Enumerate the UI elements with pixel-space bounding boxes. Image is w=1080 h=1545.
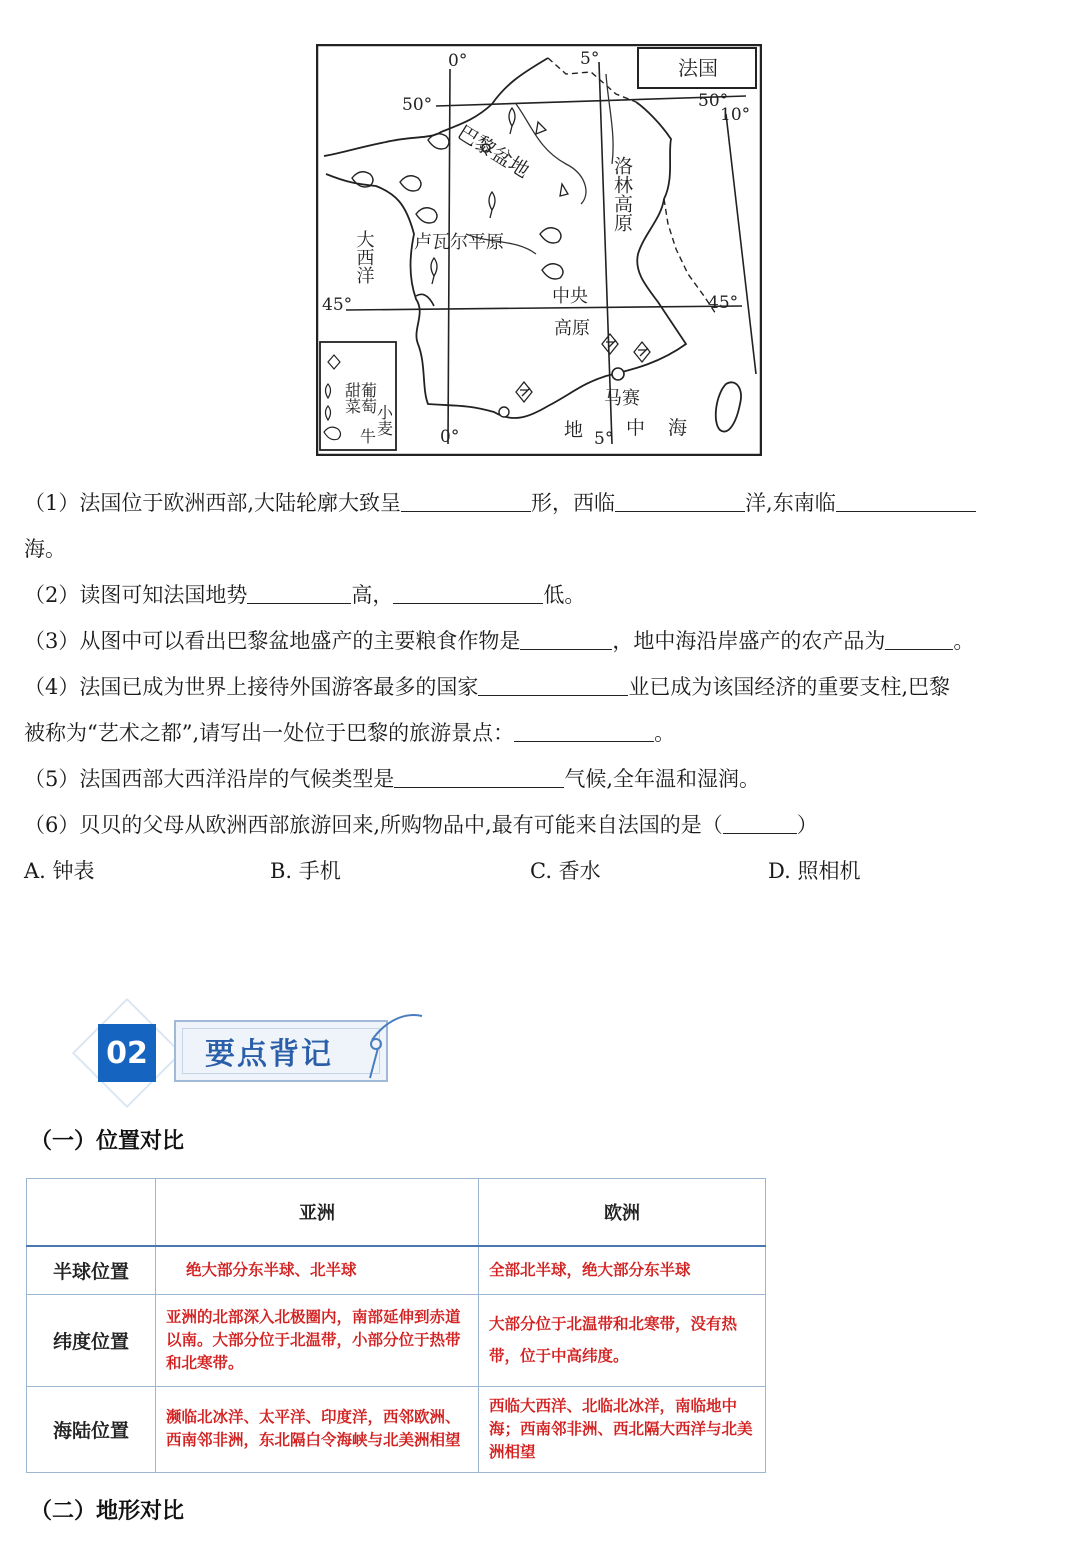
row-label-hemisphere: 半球位置	[27, 1246, 156, 1294]
table-corner-cell	[27, 1179, 156, 1247]
table-header-row	[27, 1179, 766, 1247]
section-badge	[86, 1010, 426, 1100]
label-massif-central-1: 中央	[552, 286, 588, 307]
answer-blank-5[interactable]	[394, 765, 564, 788]
cell-europe-latitude: 大部分位于北温带和北寒带，没有热带，位于中高纬度。	[479, 1294, 766, 1386]
cell-asia-sea-land: 濒临北冰洋、太平洋、印度洋，西邻欧洲、西南邻非洲，东北隔白令海峡与北美洲相望	[156, 1386, 479, 1472]
decor-swirl-icon	[366, 1010, 426, 1080]
label-lat-45-left: 45°	[322, 295, 353, 315]
label-med-2: 中	[626, 417, 646, 439]
heading-terrain-comparison: （二）地形对比	[30, 1499, 185, 1524]
france-map	[316, 44, 762, 456]
row-label-sea-land: 海陆位置	[27, 1386, 156, 1472]
label-lon-5-top: 5°	[580, 49, 600, 69]
table-row	[27, 1246, 766, 1294]
label-paris-basin: 巴黎盆地	[453, 119, 534, 183]
legend-cattle: 牛	[360, 427, 377, 446]
question-6: （6）贝贝的父母从欧洲西部旅游回来,所购物品中,最有可能来自法国的是（ ）	[24, 813, 818, 837]
label-lorraine: 洛林高原	[611, 156, 633, 232]
label-lat-45-right: 45°	[708, 293, 739, 313]
cell-asia-hemisphere: 绝大部分东半球、北半球	[156, 1246, 479, 1294]
label-marseille: 马赛	[604, 388, 640, 409]
option-a[interactable]: A. 钟表	[24, 859, 95, 883]
question-1-line-1: （1）法国位于欧洲西部,大陆轮廓大致呈 形，西临 洋,东南临	[24, 488, 976, 518]
label-atlantic: 大西洋	[353, 230, 375, 284]
answer-blank-4b[interactable]	[514, 719, 654, 742]
position-comparison-table	[26, 1178, 766, 1473]
label-lon-0-bottom: 0°	[440, 427, 460, 447]
table-row	[27, 1294, 766, 1386]
section-title-box	[174, 1020, 388, 1082]
answer-blank-4a[interactable]	[478, 673, 628, 696]
marseille-marker	[612, 368, 624, 380]
question-4-line-1: （4）法国已成为世界上接待外国游客最多的国家 业已成为该国经济的重要支柱,巴黎	[24, 675, 951, 699]
column-header-europe: 欧洲	[479, 1179, 766, 1247]
legend-wheat: 小麦	[374, 404, 394, 436]
table-row	[27, 1386, 766, 1472]
cell-europe-hemisphere: 全部北半球，绝大部分东半球	[479, 1246, 766, 1294]
cell-asia-latitude: 亚洲的北部深入北极圈内，南部延伸到赤道以南。大部分位于北温带，小部分位于热带和北寒带。	[156, 1294, 479, 1386]
answer-blank-1b[interactable]	[615, 489, 745, 512]
answer-blank-2b[interactable]	[393, 581, 543, 604]
question-1-line-2: 海。	[24, 537, 66, 561]
label-med-1: 地	[564, 419, 584, 441]
label-massif-central-2: 高原	[554, 318, 590, 339]
legend-grape: 葡萄	[358, 382, 378, 414]
label-med-3: 海	[668, 417, 688, 439]
label-lon-0-top: 0°	[448, 51, 468, 71]
row-label-latitude: 纬度位置	[27, 1294, 156, 1386]
label-loire-plain: 卢瓦尔平原	[414, 232, 504, 253]
label-lat-50-right: 50°	[698, 91, 729, 111]
question-2: （2）读图可知法国地势 高， 低。	[24, 583, 586, 607]
answer-blank-3a[interactable]	[520, 627, 612, 650]
label-lon-10: 10°	[720, 105, 751, 125]
answer-blank-2a[interactable]	[247, 581, 351, 604]
option-b[interactable]: B. 手机	[270, 859, 341, 883]
option-c[interactable]: C. 香水	[530, 859, 601, 883]
answer-blank-6[interactable]	[723, 811, 797, 834]
question-4-line-2: 被称为“艺术之都”,请写出一处位于巴黎的旅游景点： 。	[24, 721, 676, 745]
option-d[interactable]: D. 照相机	[768, 859, 861, 883]
answer-blank-1a[interactable]	[401, 489, 531, 512]
label-lat-50-left: 50°	[402, 95, 433, 115]
label-lon-5-bottom: 5°	[594, 429, 614, 449]
city-marker	[499, 407, 509, 417]
column-header-asia: 亚洲	[156, 1179, 479, 1247]
legend-beet: 甜菜	[342, 382, 362, 414]
question-3: （3）从图中可以看出巴黎盆地盛产的主要粮食作物是 ，地中海沿岸盛产的农产品为 。	[24, 629, 975, 653]
heading-position-comparison: （一）位置对比	[30, 1129, 185, 1154]
section-title: 要点背记	[182, 1028, 380, 1074]
answer-blank-3b[interactable]	[885, 627, 953, 650]
map-inset-title: 法国	[678, 56, 718, 80]
answer-blank-1c[interactable]	[836, 489, 976, 512]
section-number: 02	[98, 1024, 156, 1082]
cell-europe-sea-land: 西临大西洋、北临北冰洋，南临地中海；西南邻非洲、西北隔大西洋与北美洲相望	[479, 1386, 766, 1472]
question-5: （5）法国西部大西洋沿岸的气候类型是 气候,全年温和湿润。	[24, 767, 761, 791]
